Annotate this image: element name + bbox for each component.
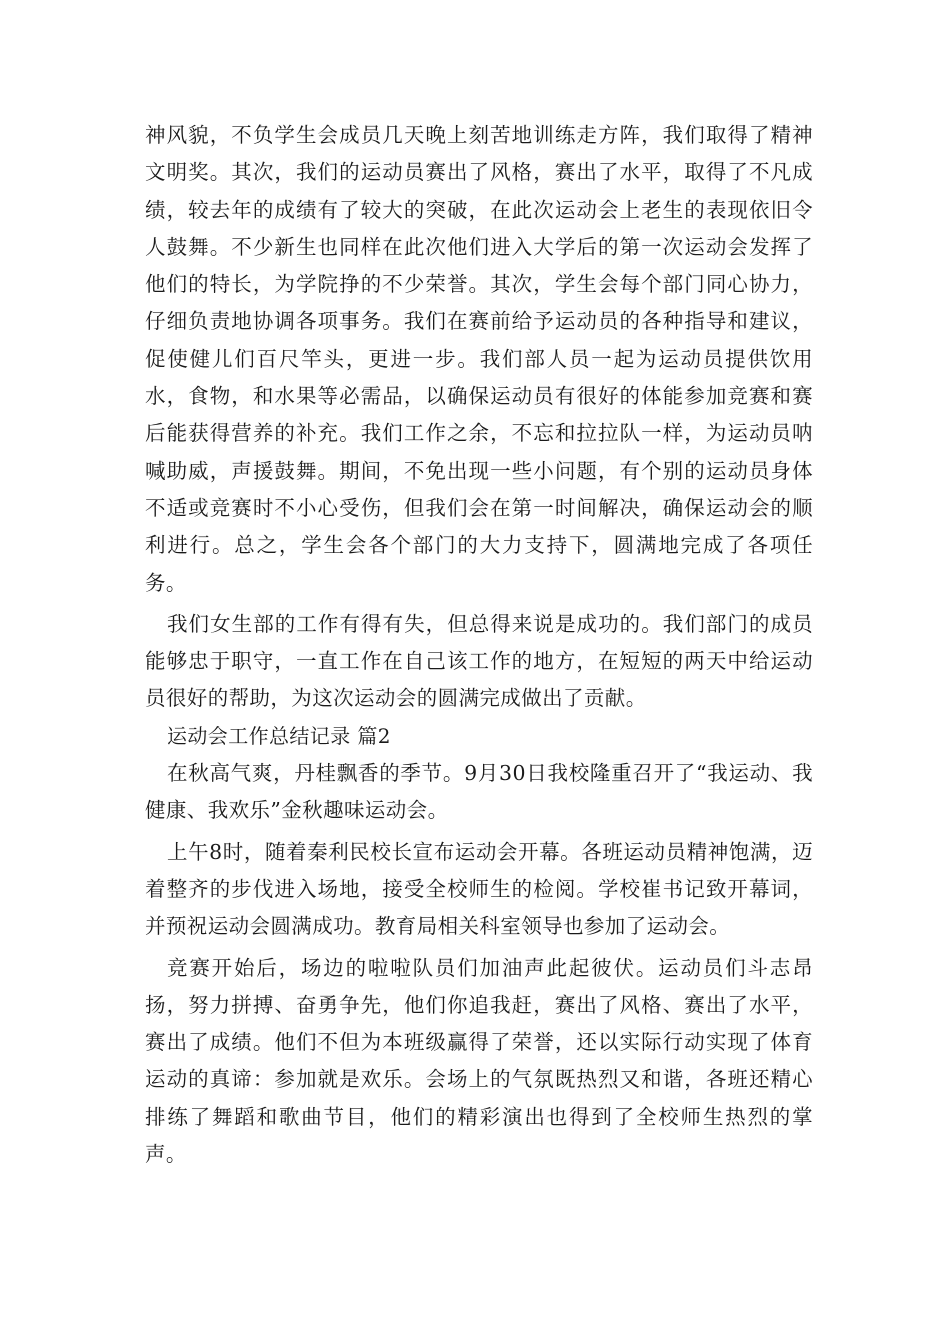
paragraph-continued: 神风貌，不负学生会成员几天晚上刻苦地训练走方阵，我们取得了精神文明奖。其次，我们的运动员赛出了风格，赛出了水平，取得了不凡成绩，较去年的成绩有了较大的突破，在此次运动会上老生的表现依旧令人鼓舞。不少新生也同样在此次他们进入大学后的第一次运动会发挥了他们的特长，为学院挣的不少荣誉。其次，学生会每个部门同心协力，仔细负责地协调各项事务。我们在赛前给予运动员的各种指导和建议，促使健儿们百尺竿头，更进一步。我们部人员一起为运动员提供饮用水，食物，和水果等必需品，以确保运动员有很好的体能参加竞赛和赛后能获得营养的补充。我们工作之余，不忘和拉拉队一样，为运动员呐喊助威，声援鼓舞。期间，不免出现一些小问题，有个别的运动员身体不适或竞赛时不小心受伤，但我们会在第一时间解决，确保运动会的顺利进行。总之，学生会各个部门的大力支持下，圆满地完成了各项任务。 <box>145 123 813 595</box>
document-body <box>145 117 813 1173</box>
paragraph-ceremony: 上午8时，随着秦利民校长宣布运动会开幕。各班运动员精神饱满，迈着整齐的步伐进入场地，接受全校师生的检阅。学校崔书记致开幕词，并预祝运动会圆满成功。教育局相关科室领导也参加了运动会。 <box>145 839 813 939</box>
paragraph-opening: 在秋高气爽，丹桂飘香的季节。9月30日我校隆重召开了“我运动、我健康、我欢乐”金秋趣味运动会。 <box>145 761 813 823</box>
paragraph-competition: 竞赛开始后，场边的啦啦队员们加油声此起彼伏。运动员们斗志昂扬，努力拼搏、奋勇争先，他们你追我赶，赛出了风格、赛出了水平，赛出了成绩。他们不但为本班级赢得了荣誉，还以实际行动实现了体育运动的真谛：参加就是欢乐。会场上的气氛既热烈又和谐，各班还精心排练了舞蹈和歌曲节目，他们的精彩演出也得到了全校师生热烈的掌声。 <box>145 955 813 1167</box>
section-heading: 运动会工作总结记录 篇2 <box>167 723 391 748</box>
paragraph-womens-department-summary: 我们女生部的工作有得有失，但总得来说是成功的。我们部门的成员能够忠于职守，一直工作在自己该工作的地方，在短短的两天中给运动员很好的帮助，为这次运动会的圆满完成做出了贡献。 <box>145 611 813 711</box>
